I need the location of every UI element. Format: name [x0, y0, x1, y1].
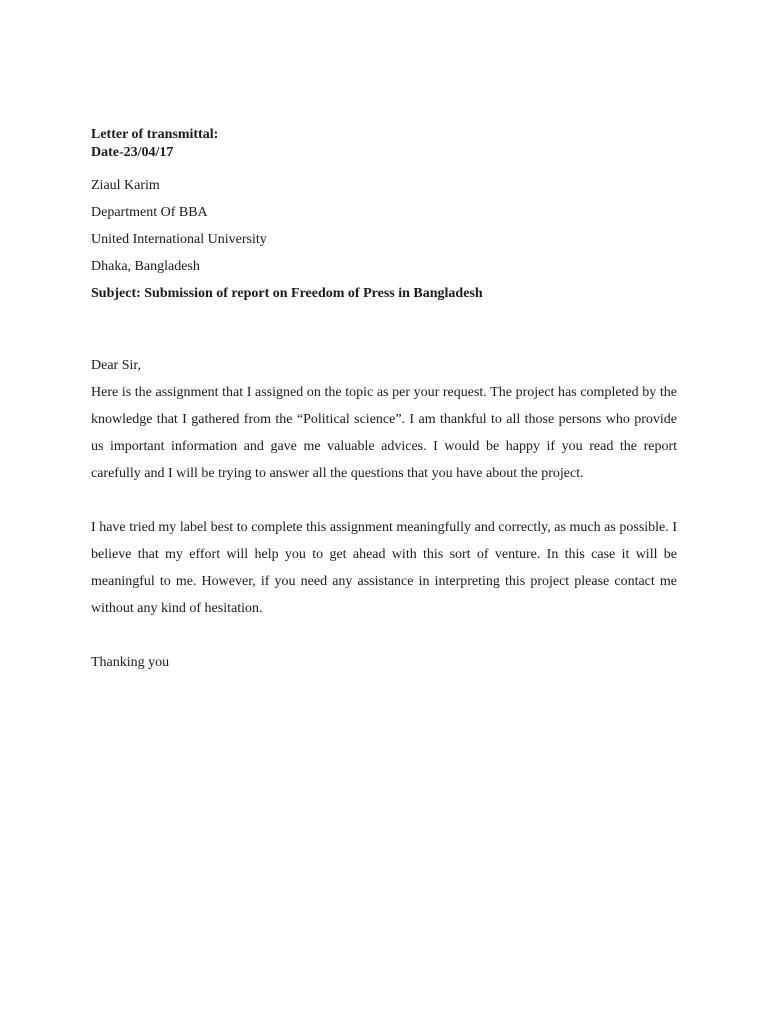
body-paragraph-1: Here is the assignment that I assigned on the topic as per your request. The project has completed by the knowledge that I gathered from the “Political science”. I am thankful to all those persons who provide us important information and gave me valuable advices. I would be happy if you read the report carefully and I will be trying to answer all the questions that you have about the project.: [91, 385, 677, 481]
recipient-department: Department Of BBA: [91, 205, 208, 220]
recipient-address: [91, 172, 677, 307]
recipient-location: Dhaka, Bangladesh: [91, 259, 200, 274]
letter-subject: Subject: Submission of report on Freedom of Press in Bangladesh: [91, 286, 483, 301]
body-paragraph-2: I have tried my label best to complete this assignment meaningfully and correctly, as much as possible. I believe that my effort will help you to get ahead with this sort of venture. In this case it will be meaningful to me. However, if you need any assistance in interpreting this project please contact me without any kind of hesitation.: [91, 520, 677, 616]
letter-date: Date-23/04/17: [91, 145, 174, 160]
letter-body: [91, 126, 677, 676]
letter-title: Letter of transmittal:: [91, 127, 219, 142]
recipient-university: United International University: [91, 232, 267, 247]
salutation: Dear Sir,: [91, 358, 141, 373]
closing-line: Thanking you: [91, 655, 170, 670]
recipient-name: Ziaul Karim: [91, 178, 160, 193]
